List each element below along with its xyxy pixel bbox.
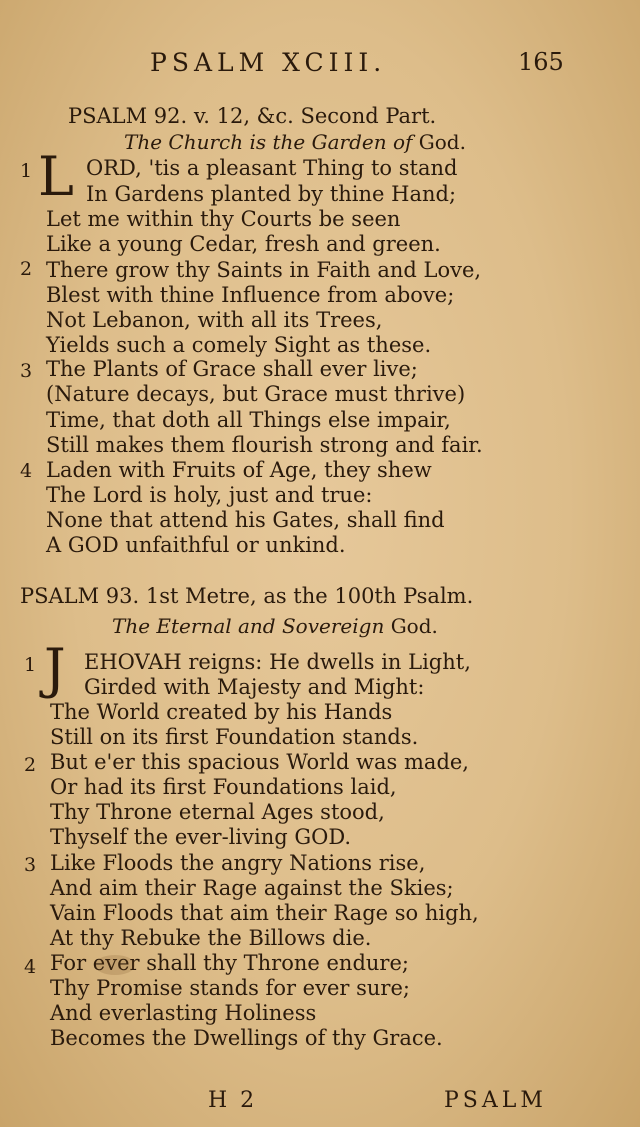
psalm93-line: And aim their Rage against the Skies; [50,876,454,900]
psalm92-line: ORD, 'tis a pleasant Thing to stand [86,156,458,180]
psalm93-line: The World created by his Hands [50,700,393,724]
psalm93-line: Thy Promise stands for ever sure; [50,976,410,1000]
psalm92-line: Blest with thine Influence from above; [46,283,455,307]
psalm92-verse-number: 1 [20,160,33,182]
psalm93-verse-number: 3 [24,854,37,876]
psalm93-line: And everlasting Holiness [50,1001,317,1025]
psalm93-verse-number: 2 [24,754,37,776]
psalm93-line: Or had its first Foundations laid, [50,775,397,799]
psalm92-dropcap: L [38,145,74,208]
psalm93-line: Like Floods the angry Nations rise, [50,851,426,875]
psalm92-line: The Lord is holy, just and true: [46,483,373,507]
psalm92-subtitle-italic: The Church is the Garden of [124,130,419,154]
psalm93-line: Thyself the ever-living GOD. [50,825,352,849]
catchword: PSALM [444,1088,547,1113]
psalm92-line: The Plants of Grace shall ever live; [46,357,418,381]
psalm93-line: But e'er this spacious World was made, [50,750,469,774]
psalm93-line: Thy Throne eternal Ages stood, [50,800,385,824]
psalm92-verse-number: 3 [20,360,33,382]
psalm92-line: Not Lebanon, with all its Trees, [46,308,383,332]
psalm92-line: Yields such a comely Sight as these. [46,333,432,357]
psalm93-line: Becomes the Dwellings of thy Grace. [50,1026,443,1050]
psalm92-line: A GOD unfaithful or unkind. [46,533,346,557]
psalm93-line: Vain Floods that aim their Rage so high, [50,901,479,925]
psalm93-line: At thy Rebuke the Billows die. [50,926,372,950]
psalm92-heading: PSALM 92. v. 12, &c. Second Part. [68,104,437,128]
psalm92-line: Laden with Fruits of Age, they shew [46,458,432,482]
psalm93-subtitle [112,614,438,638]
running-head: PSALM XCIII. [150,48,387,77]
psalm93-dropcap: J [44,637,66,700]
psalm92-verse-number: 4 [20,460,33,482]
psalm93-line: EHOVAH reigns: He dwells in Light, [84,650,471,674]
paper-stain [95,955,135,975]
psalm93-subtitle-italic: The Eternal and Sovereign [112,614,391,638]
psalm92-line: None that attend his Gates, shall find [46,508,445,532]
psalm92-line: Let me within thy Courts be seen [46,207,401,231]
psalm93-verse-number: 4 [24,956,37,978]
psalm93-line: For ever shall thy Throne endure; [50,951,409,975]
psalm92-line: In Gardens planted by thine Hand; [86,182,457,206]
psalm93-subtitle-roman: God. [390,614,438,638]
psalm93-heading: PSALM 93. 1st Metre, as the 100th Psalm. [20,584,474,608]
psalm92-line: Time, that doth all Things else impair, [46,408,451,432]
psalm92-line: There grow thy Saints in Faith and Love, [46,258,482,282]
psalm93-line: Still on its first Foundation stands. [50,725,419,749]
psalm92-verse-number: 2 [20,258,33,280]
psalm92-line: Like a young Cedar, fresh and green. [46,232,441,256]
page-number: 165 [518,48,564,76]
psalm92-line: (Nature decays, but Grace must thrive) [46,382,466,406]
psalm93-verse-number: 1 [24,654,37,676]
psalm93-line: Girded with Majesty and Might: [84,675,425,699]
signature-mark: H 2 [208,1088,258,1113]
psalm92-subtitle-roman: God. [418,130,466,154]
psalm92-line: Still makes them flourish strong and fair. [46,433,483,457]
psalm92-subtitle [124,130,466,154]
